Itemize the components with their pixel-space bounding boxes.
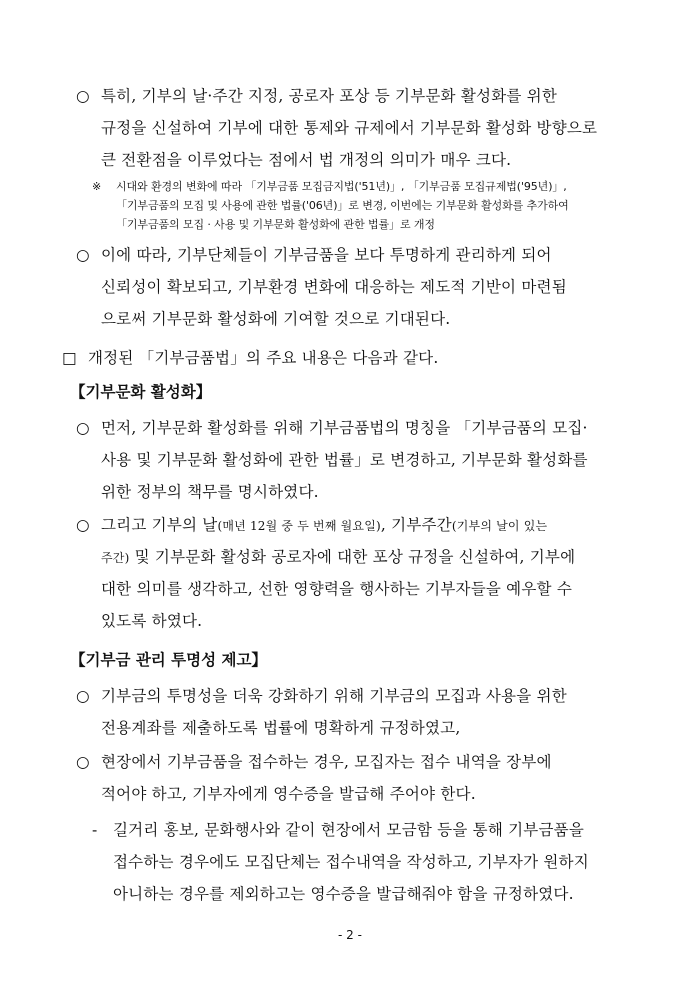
inline-text: 그리고 기부의 날	[101, 516, 218, 534]
paragraph-line: 현장에서 기부금품을 접수하는 경우, 모집자는 접수 내역을 장부에	[101, 753, 552, 771]
paragraph-line: 적어야 하고, 기부자에게 영수증을 발급해 주어야 한다.	[101, 785, 476, 803]
paragraph-bullet: ○	[76, 87, 90, 105]
paragraph-line	[101, 547, 575, 568]
paragraph-line: 사용 및 기부문화 활성화에 관한 법률」로 변경하고, 기부문화 활성화를	[101, 451, 588, 469]
section-heading: 【기부문화 활성화】	[70, 383, 212, 401]
page-number: - 2 -	[338, 928, 362, 942]
paragraph-line: 전용계좌를 제출하도록 법률에 명확하게 규정하였고,	[101, 719, 461, 737]
paragraph-bullet: ○	[76, 246, 90, 264]
paragraph-bullet: ○	[76, 753, 90, 771]
paragraph-bullet: ○	[76, 516, 90, 534]
inline-text: , 기부주간	[380, 516, 452, 534]
inline-text: 및 기부문화 활성화 공로자에 대한 포상 규정을 신설하여, 기부에	[129, 548, 576, 566]
sub-item-line: 길거리 홍보, 문화행사와 같이 현장에서 모금함 등을 통해 기부금품을	[113, 821, 584, 839]
note-line: 시대와 환경의 변화에 따라 「기부금품 모집금지법('51년)」, 「기부금품 모집규제법('95년)」,	[116, 180, 567, 193]
paragraph-line: 먼저, 기부문화 활성화를 위해 기부금품법의 명칭을 「기부금품의 모집·	[101, 419, 588, 437]
note-line: 「기부금품의 모집 및 사용에 관한 법률('06년)」로 변경, 이번에는 기부문화 활성화를 추가하여	[116, 199, 569, 212]
paragraph-bullet: ○	[76, 687, 90, 705]
paragraph-line	[101, 515, 547, 536]
summary-line: 개정된 「기부금품법」의 주요 내용은 다음과 같다.	[88, 349, 439, 367]
paragraph-line: 이에 따라, 기부단체들이 기부금품을 보다 투명하게 관리하게 되어	[101, 246, 552, 264]
paragraph-line: 신뢰성이 확보되고, 기부환경 변화에 대응하는 제도적 기반이 마련됨	[101, 278, 567, 296]
paragraph-line: 규정을 신설하여 기부에 대한 통제와 규제에서 기부문화 활성화 방향으로	[101, 119, 598, 137]
sub-item-line: 아니하는 경우를 제외하고는 영수증을 발급해줘야 함을 규정하였다.	[113, 885, 574, 903]
paragraph-line: 위한 정부의 책무를 명시하였다.	[101, 483, 319, 501]
sub-item-dash: -	[92, 821, 98, 839]
paragraph-line: 으로써 기부문화 활성화에 기여할 것으로 기대된다.	[101, 310, 451, 328]
paragraph-line: 큰 전환점을 이루었다는 점에서 법 개정의 의미가 매우 크다.	[101, 151, 512, 169]
paragraph-line: 있도록 하였다.	[101, 612, 203, 630]
paragraph-line: 대한 의미를 생각하고, 선한 영향력을 행사하는 기부자들을 예우할 수	[101, 580, 572, 598]
sub-item-line: 접수하는 경우에도 모집단체는 접수내역을 작성하고, 기부자가 원하지	[113, 853, 589, 871]
inline-parenthetical: (매년 12월 중 두 번째 월요일)	[217, 519, 381, 533]
paragraph-line: 기부금의 투명성을 더욱 강화하기 위해 기부금의 모집과 사용을 위한	[101, 687, 567, 705]
note-line: 「기부금품의 모집 · 사용 및 기부문화 활성화에 관한 법률」로 개정	[116, 218, 435, 231]
section-heading: 【기부금 관리 투명성 제고】	[70, 651, 267, 669]
paragraph-bullet: ○	[76, 419, 90, 437]
paragraph-line: 특히, 기부의 날·주간 지정, 공로자 포상 등 기부문화 활성화를 위한	[101, 87, 558, 105]
inline-parenthetical: 주간)	[101, 551, 130, 565]
note-symbol: ※	[92, 180, 102, 193]
inline-parenthetical: (기부의 날이 있는	[451, 519, 548, 533]
summary-bullet: □	[62, 349, 77, 367]
